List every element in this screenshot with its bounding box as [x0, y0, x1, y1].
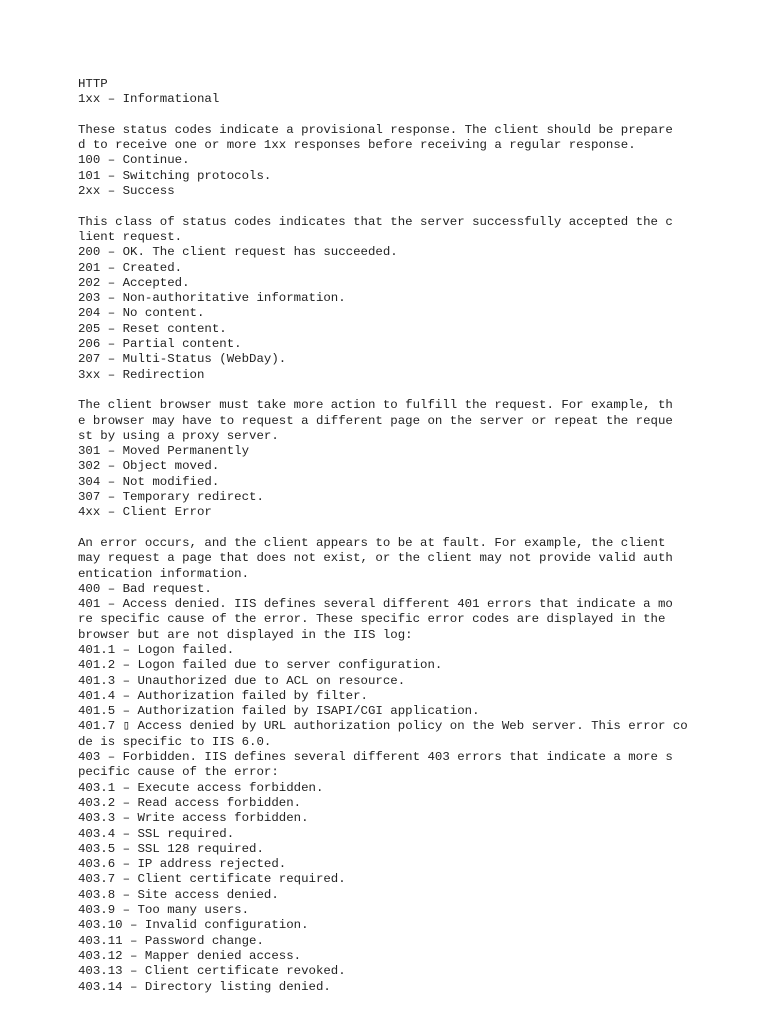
text-line: e browser may have to request a different page on the server or repeat the reque — [78, 413, 673, 428]
text-line: 403.10 – Invalid configuration. — [78, 918, 309, 933]
text-line: 403.9 – Too many users. — [78, 903, 250, 918]
text-line: These status codes indicate a provisional response. The client should be prepare — [78, 122, 673, 137]
text-line: 301 – Moved Permanently — [78, 444, 250, 459]
text-line: 307 – Temporary redirect. — [78, 490, 264, 505]
text-line: 403.6 – IP address rejected. — [78, 857, 287, 872]
text-line: 401.1 – Logon failed. — [78, 642, 235, 657]
text-line: 403.8 – Site access denied. — [78, 887, 279, 902]
text-line: An error occurs, and the client appears to be at fault. For example, the client — [78, 535, 666, 550]
text-line: 403 – Forbidden. IIS defines several different 403 errors that indicate a more s — [78, 750, 673, 765]
text-line: 202 – Accepted. — [78, 275, 190, 290]
blank-line — [78, 383, 728, 398]
text-line: 403.7 – Client certificate required. — [78, 872, 346, 887]
text-line: 204 – No content. — [78, 306, 205, 321]
text-line: 403.3 – Write access forbidden. — [78, 811, 309, 826]
text-line: 401.3 – Unauthorized due to ACL on resource. — [78, 673, 406, 688]
text-line: 304 – Not modified. — [78, 474, 220, 489]
text-line: 401.4 – Authorization failed by filter. — [78, 688, 368, 703]
text-line: 401.5 – Authorization failed by ISAPI/CGI application. — [78, 704, 480, 719]
text-line: 403.13 – Client certificate revoked. — [78, 964, 346, 979]
text-line: 4xx – Client Error — [78, 505, 212, 520]
text-line: 205 – Reset content. — [78, 321, 227, 336]
text-line: 403.14 – Directory listing denied. — [78, 979, 331, 994]
text-line: The client browser must take more action to fulfill the request. For example, th — [78, 398, 673, 413]
text-line: pecific cause of the error: — [78, 765, 279, 780]
text-line: 302 – Object moved. — [78, 459, 220, 474]
text-line: 401.7 ▯ Access denied by URL authorization policy on the Web server. This error co — [78, 719, 688, 734]
text-line: 401 – Access denied. IIS defines several different 401 errors that indicate a mo — [78, 597, 673, 612]
text-line: 1xx – Informational — [78, 92, 220, 107]
text-line: 403.11 – Password change. — [78, 933, 264, 948]
text-line: 403.12 – Mapper denied access. — [78, 948, 302, 963]
text-line: browser but are not displayed in the IIS log: — [78, 627, 413, 642]
text-line: 101 – Switching protocols. — [78, 168, 272, 183]
text-line: 206 – Partial content. — [78, 337, 242, 352]
text-line: d to receive one or more 1xx responses before receiving a regular response. — [78, 138, 636, 153]
text-line: re specific cause of the error. These specific error codes are displayed in the — [78, 612, 666, 627]
text-line: 2xx – Success — [78, 184, 175, 199]
text-line: 207 – Multi-Status (WebDay). — [78, 352, 287, 367]
document-page — [78, 77, 728, 995]
text-line: 403.1 – Execute access forbidden. — [78, 780, 324, 795]
text-line: 403.2 – Read access forbidden. — [78, 795, 302, 810]
text-line: This class of status codes indicates that the server successfully accepted the c — [78, 214, 673, 229]
text-line: entication information. — [78, 566, 250, 581]
text-line: 3xx – Redirection — [78, 367, 205, 382]
text-line: 201 – Created. — [78, 260, 183, 275]
text-line: 403.5 – SSL 128 required. — [78, 841, 264, 856]
blank-line — [78, 199, 728, 214]
text-line: 403.4 – SSL required. — [78, 826, 235, 841]
text-line: 200 – OK. The client request has succeeded. — [78, 245, 398, 260]
document-text — [78, 77, 728, 995]
blank-line — [78, 108, 728, 123]
text-line: lient request. — [78, 229, 183, 244]
text-line: 203 – Non-authoritative information. — [78, 291, 346, 306]
text-line: 401.2 – Logon failed due to server configuration. — [78, 658, 443, 673]
text-line: 400 – Bad request. — [78, 581, 212, 596]
blank-line — [78, 521, 728, 536]
text-line: 100 – Continue. — [78, 153, 190, 168]
text-line: de is specific to IIS 6.0. — [78, 734, 272, 749]
text-line: st by using a proxy server. — [78, 428, 279, 443]
text-line: may request a page that does not exist, or the client may not provide valid auth — [78, 551, 673, 566]
text-line: HTTP — [78, 77, 108, 91]
